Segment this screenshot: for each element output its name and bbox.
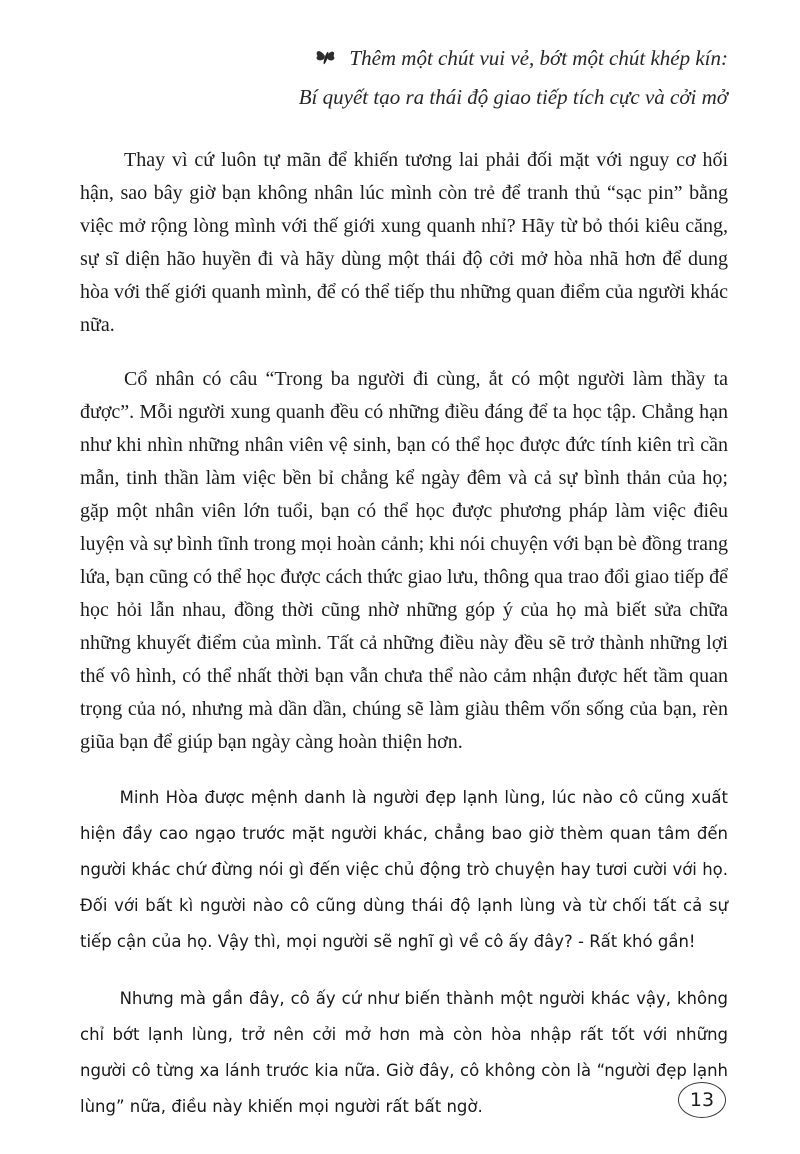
page-body (80, 144, 728, 1125)
page-number-badge (678, 1082, 726, 1118)
chapter-header-line1: Thêm một chút vui vẻ, bớt một chút khép kín: (349, 46, 728, 70)
chapter-header (80, 42, 728, 114)
story-excerpt (80, 780, 728, 1125)
story-paragraph: Minh Hòa được mệnh danh là người đẹp lạnh lùng, lúc nào cô cũng xuất hiện đầy cao ngạo trước mặt người khác, chẳng bao giờ thèm quan tâm đến người khác chứ đừng nói gì đến việc chủ động trò chuyện hay tươi cười với họ. Đối với bất kì người nào cô cũng dùng thái độ lạnh lùng và từ chối tất cả sự tiếp cận của họ. Vậy thì, mọi người sẽ nghĩ gì về cô ấy đây? - Rất khó gần! (80, 788, 728, 951)
chapter-header-line1-wrap (80, 42, 728, 81)
story-paragraph: Nhưng mà gần đây, cô ấy cứ như biến thành một người khác vậy, không chỉ bớt lạnh lùng, trở nên cởi mở hơn mà còn hòa nhập rất tốt với những người cô từng xa lánh trước kia nữa. Giờ đây, cô không còn là “người đẹp lạnh lùng” nữa, điều này khiến mọi người rất bất ngờ. (80, 989, 728, 1116)
body-paragraph: Cổ nhân có câu “Trong ba người đi cùng, ắt có một người làm thầy ta được”. Mỗi người xung quanh đều có những điều đáng để ta học tập. Chẳng hạn như khi nhìn những nhân viên vệ sinh, bạn có thể học được đức tính kiên trì cần mẫn, tinh thần làm việc bền bỉ chẳng kể ngày đêm và cả sự bình thản của họ; gặp một nhân viên lớn tuổi, bạn có thể học được phương pháp làm việc điêu luyện và sự bình tĩnh trong mọi hoàn cảnh; khi nói chuyện với bạn bè đồng trang lứa, bạn cũng có thể học được cách thức giao lưu, thông qua trao đổi giao tiếp để học hỏi lẫn nhau, đồng thời cũng nhờ những góp ý của họ mà biết sửa chữa những khuyết điểm của mình. Tất cả những điều này đều sẽ trở thành những lợi thế vô hình, có thể nhất thời bạn vẫn chưa thể nào cảm nhận được hết tầm quan trọng của nó, nhưng mà dần dần, chúng sẽ làm giàu thêm vốn sống của bạn, rèn giũa bạn để giúp bạn ngày càng hoàn thiện hơn. (80, 368, 728, 753)
body-paragraph: Thay vì cứ luôn tự mãn để khiến tương lai phải đối mặt với nguy cơ hối hận, sao bây giờ bạn không nhân lúc mình còn trẻ để tranh thủ “sạc pin” bằng việc mở rộng lòng mình với thế giới xung quanh nhỉ? Hãy từ bỏ thói kiêu căng, sự sĩ diện hão huyền đi và hãy dùng một thái độ cởi mở hòa nhã hơn để dung hòa với thế giới quanh mình, để có thể tiếp thu những quan điểm của người khác nữa. (80, 149, 728, 336)
butterfly-icon (313, 45, 339, 81)
page-number: 13 (689, 1089, 715, 1111)
chapter-header-line2: Bí quyết tạo ra thái độ giao tiếp tích cực và cởi mở (298, 85, 728, 109)
